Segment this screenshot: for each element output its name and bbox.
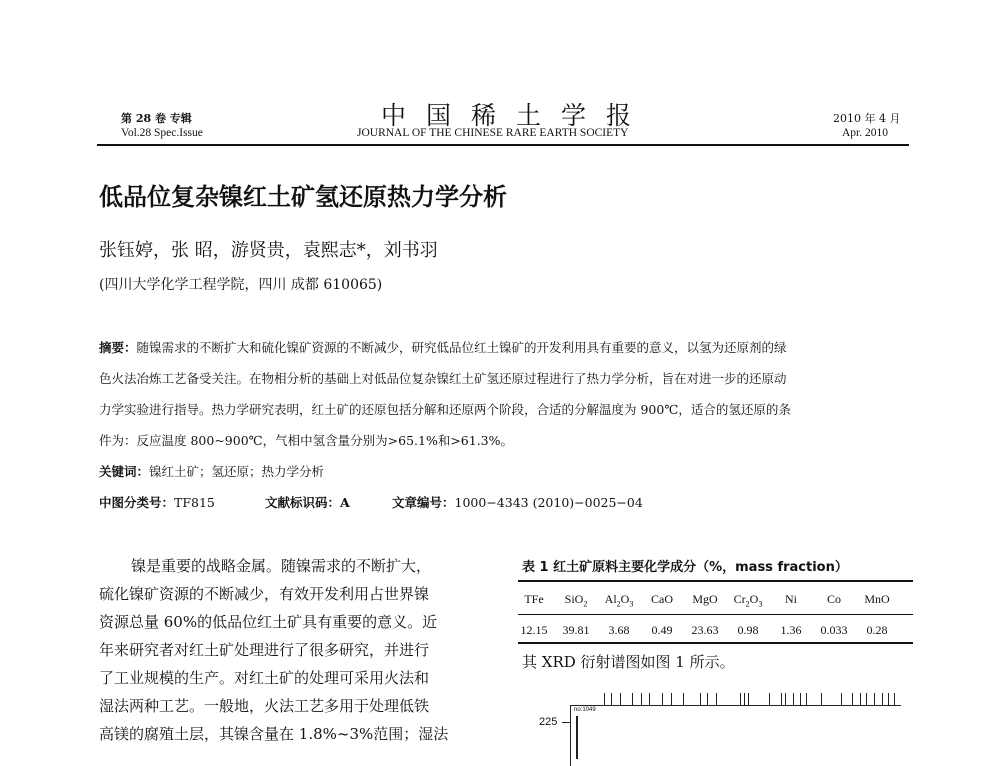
td-ni: 1.36 xyxy=(780,623,802,637)
th-ni: Ni xyxy=(785,592,797,606)
doccode-line xyxy=(265,493,350,511)
th-sio2-base: SiO xyxy=(564,592,584,606)
th-sio2-sub: 2 xyxy=(583,599,588,609)
xrd-sentence: 其 XRD 衍射谱图如图 1 所示。 xyxy=(522,653,735,671)
volume-cn: 第 28 卷 专辑 xyxy=(121,112,192,125)
th-sio2 xyxy=(556,592,596,608)
body-line-1: 镍是重要的战略金属。随镍需求的不断扩大， xyxy=(131,557,432,575)
th-al2o3-s2: 3 xyxy=(629,599,634,609)
xrd-peak-line xyxy=(576,716,578,759)
th-cr2o3-s2: 3 xyxy=(758,599,763,609)
body-line-2: 硫化镍矿资源的不断减少，有效开发利用占世界镍 xyxy=(99,585,430,603)
article-title: 低品位复杂镍红土矿氢还原热力学分析 xyxy=(99,183,507,211)
td-al2o3: 3.68 xyxy=(608,623,630,637)
abstract-label: 摘要： xyxy=(99,340,137,355)
th-tfe: TFe xyxy=(524,592,544,606)
figure-corner-label: no:1049 xyxy=(574,707,596,713)
th-cao: CaO xyxy=(651,592,673,606)
th-cr2o3-b: O xyxy=(749,592,759,606)
table-top-rule xyxy=(518,580,913,582)
abstract-line-4: 件为：反应温度 800~900℃，气相中氢含量分别为>65.1%和>61.3%。 xyxy=(99,433,514,448)
article-affiliation: (四川大学化学工程学院，四川 成都 610065) xyxy=(99,277,383,293)
figure-y-tick-label: 225 xyxy=(539,716,558,728)
body-line-7: 高镁的腐殖土层，其镍含量在 1.8%~3%范围；湿法 xyxy=(99,725,449,743)
clc-value: TF815 xyxy=(174,495,215,510)
abstract-text-1: 随镍需求的不断扩大和硫化镍矿资源的不断减少，研究低品位红土镍矿的开发利用具有重要的意义，以氢为还原剂的绿 xyxy=(136,340,787,355)
body-line-3: 资源总量 60%的低品位红土矿具有重要的意义。近 xyxy=(99,613,438,631)
doccode-label: 文献标识码： xyxy=(265,495,341,510)
th-mno: MnO xyxy=(864,592,890,606)
td-mgo: 23.63 xyxy=(691,623,719,637)
articleno-value: 1000−4343 (2010)−0025−04 xyxy=(454,495,643,510)
xrd-figure-frame xyxy=(570,705,901,766)
issue-date-en: Apr. 2010 xyxy=(842,127,888,139)
table-caption: 表 1 红土矿原料主要化学成分（%，mass fraction） xyxy=(522,560,848,575)
doccode-value: A xyxy=(340,495,350,510)
td-cr2o3: 0.98 xyxy=(737,623,759,637)
td-sio2: 39.81 xyxy=(562,623,590,637)
header-rule xyxy=(97,144,909,146)
th-cr2o3-a: Cr xyxy=(733,592,746,606)
td-tfe: 12.15 xyxy=(520,623,548,637)
abstract-line-3: 力学实验进行指导。热力学研究表明，红土矿的还原包括分解和还原两个阶段，合适的分解温度为 900℃，适合的氢还原的条 xyxy=(99,402,791,417)
body-line-6: 湿法两种工艺。一般地，火法工艺多用于处理低铁 xyxy=(99,697,430,715)
th-cr2o3-s1: 2 xyxy=(745,599,750,609)
article-authors: 张钰婷，张 昭，游贤贵，袁熙志*，刘书羽 xyxy=(99,240,438,261)
abstract-line-1 xyxy=(99,338,787,356)
th-al2o3-s1: 2 xyxy=(616,599,621,609)
issue-date-cn: 2010 年 4 月 xyxy=(833,112,901,125)
keywords-text: 镍红土矿；氢还原；热力学分析 xyxy=(149,464,325,479)
th-co: Co xyxy=(826,592,841,606)
articleno-label: 文章编号： xyxy=(392,495,455,510)
td-cao: 0.49 xyxy=(651,623,673,637)
th-mgo: MgO xyxy=(692,592,718,606)
table-bottom-rule xyxy=(518,642,913,644)
th-al2o3-a: Al xyxy=(604,592,617,606)
td-co: 0.033 xyxy=(820,623,848,637)
th-cr2o3 xyxy=(728,592,768,608)
clc-label: 中图分类号： xyxy=(99,495,175,510)
volume-en: Vol.28 Spec.Issue xyxy=(121,127,203,139)
td-mno: 0.28 xyxy=(866,623,888,637)
table-mid-rule xyxy=(518,614,913,615)
keywords-label: 关键词： xyxy=(99,464,150,479)
articleno-line xyxy=(392,493,643,511)
th-al2o3-b: O xyxy=(620,592,630,606)
body-line-5: 了工业规模的生产。对红土矿的处理可采用火法和 xyxy=(99,669,430,687)
keywords-line xyxy=(99,462,324,480)
abstract-line-2: 色火法冶炼工艺备受关注。在物相分析的基础上对低品位复杂镍红土矿氢还原过程进行了热力学分析，旨在对进一步的还原动 xyxy=(99,371,787,386)
journal-title-cn: 中国稀土学报 xyxy=(381,101,652,130)
body-line-4: 年来研究者对红土矿处理进行了很多研究，并进行 xyxy=(99,641,430,659)
clc-line xyxy=(99,493,215,511)
journal-title-en: JOURNAL OF THE CHINESE RARE EARTH SOCIETY xyxy=(357,127,629,139)
figure-y-tick xyxy=(562,722,570,723)
th-al2o3 xyxy=(599,592,639,608)
